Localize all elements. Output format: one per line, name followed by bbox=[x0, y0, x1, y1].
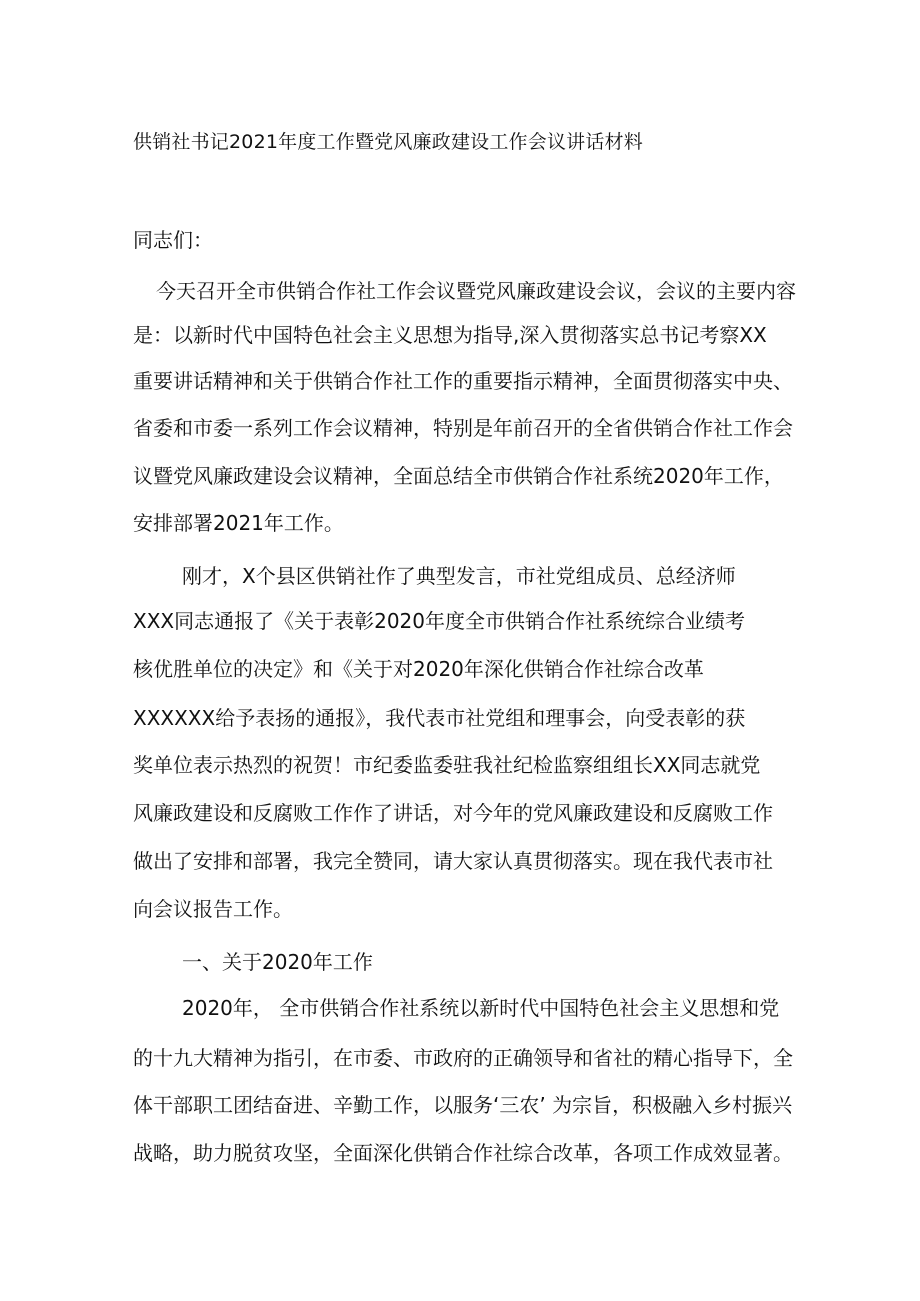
paragraph-line: 今天召开全市供销合作社工作会议暨党风廉政建设会议，会议的主要内容 bbox=[156, 279, 796, 303]
paragraph-line: 核优胜单位的决定》和《关于对2020年深化供销合作社综合改革 bbox=[133, 657, 704, 681]
paragraph-line: XXXXXX给予表扬的通报》，我代表市社党组和理事会，向受表彰的获 bbox=[133, 706, 746, 730]
paragraph-line: 2020年， 全市供销合作社系统以新时代中国特色社会主义思想和党 bbox=[182, 996, 780, 1020]
paragraph-line: 重要讲话精神和关于供销合作社工作的重要指示精神，全面贯彻落实中央、 bbox=[133, 369, 793, 393]
paragraph-line: 安排部署2021年工作。 bbox=[133, 511, 344, 535]
paragraph-line: 刚才，X个县区供销社作了典型发言，市社党组成员、总经济师 bbox=[182, 564, 736, 588]
salutation: 同志们： bbox=[133, 228, 213, 252]
paragraph-line: 做出了安排和部署，我完全赞同，请大家认真贯彻落实。现在我代表市社 bbox=[133, 849, 773, 873]
paragraph-line: 向会议报告工作。 bbox=[133, 897, 293, 921]
section-heading: 一、关于2020年工作 bbox=[182, 950, 373, 974]
paragraph-line: 议暨党风廉政建设会议精神，全面总结全市供销合作社系统2020年工作， bbox=[133, 464, 784, 488]
paragraph-line: 战略，助力脱贫攻坚，全面深化供销合作社综合改革，各项工作成效显著。 bbox=[133, 1141, 793, 1165]
document-title: 供销社书记2021年度工作暨党风廉政建设工作会议讲话材料 bbox=[133, 131, 643, 153]
paragraph-line: 的十九大精神为指引，在市委、市政府的正确领导和省社的精心指导下，全 bbox=[133, 1046, 793, 1070]
paragraph-line: XXX同志通报了《关于表彰2020年度全市供销合作社系统综合业绩考 bbox=[133, 609, 746, 633]
paragraph-line: 奖单位表示热烈的祝贺！市纪委监委驻我社纪检监察组组长XX同志就党 bbox=[133, 753, 761, 777]
paragraph-line: 是：以新时代中国特色社会主义思想为指导,深入贯彻落实总书记考察XX bbox=[133, 323, 767, 347]
paragraph-line: 体干部职工团结奋进、辛勤工作，以服务‘三农’ 为宗旨，积极融入乡村振兴 bbox=[133, 1093, 793, 1117]
paragraph-line: 省委和市委一系列工作会议精神，特别是年前召开的全省供销合作社工作会 bbox=[133, 416, 793, 440]
paragraph-line: 风廉政建设和反腐败工作作了讲话，对今年的党风廉政建设和反腐败工作 bbox=[133, 801, 773, 825]
